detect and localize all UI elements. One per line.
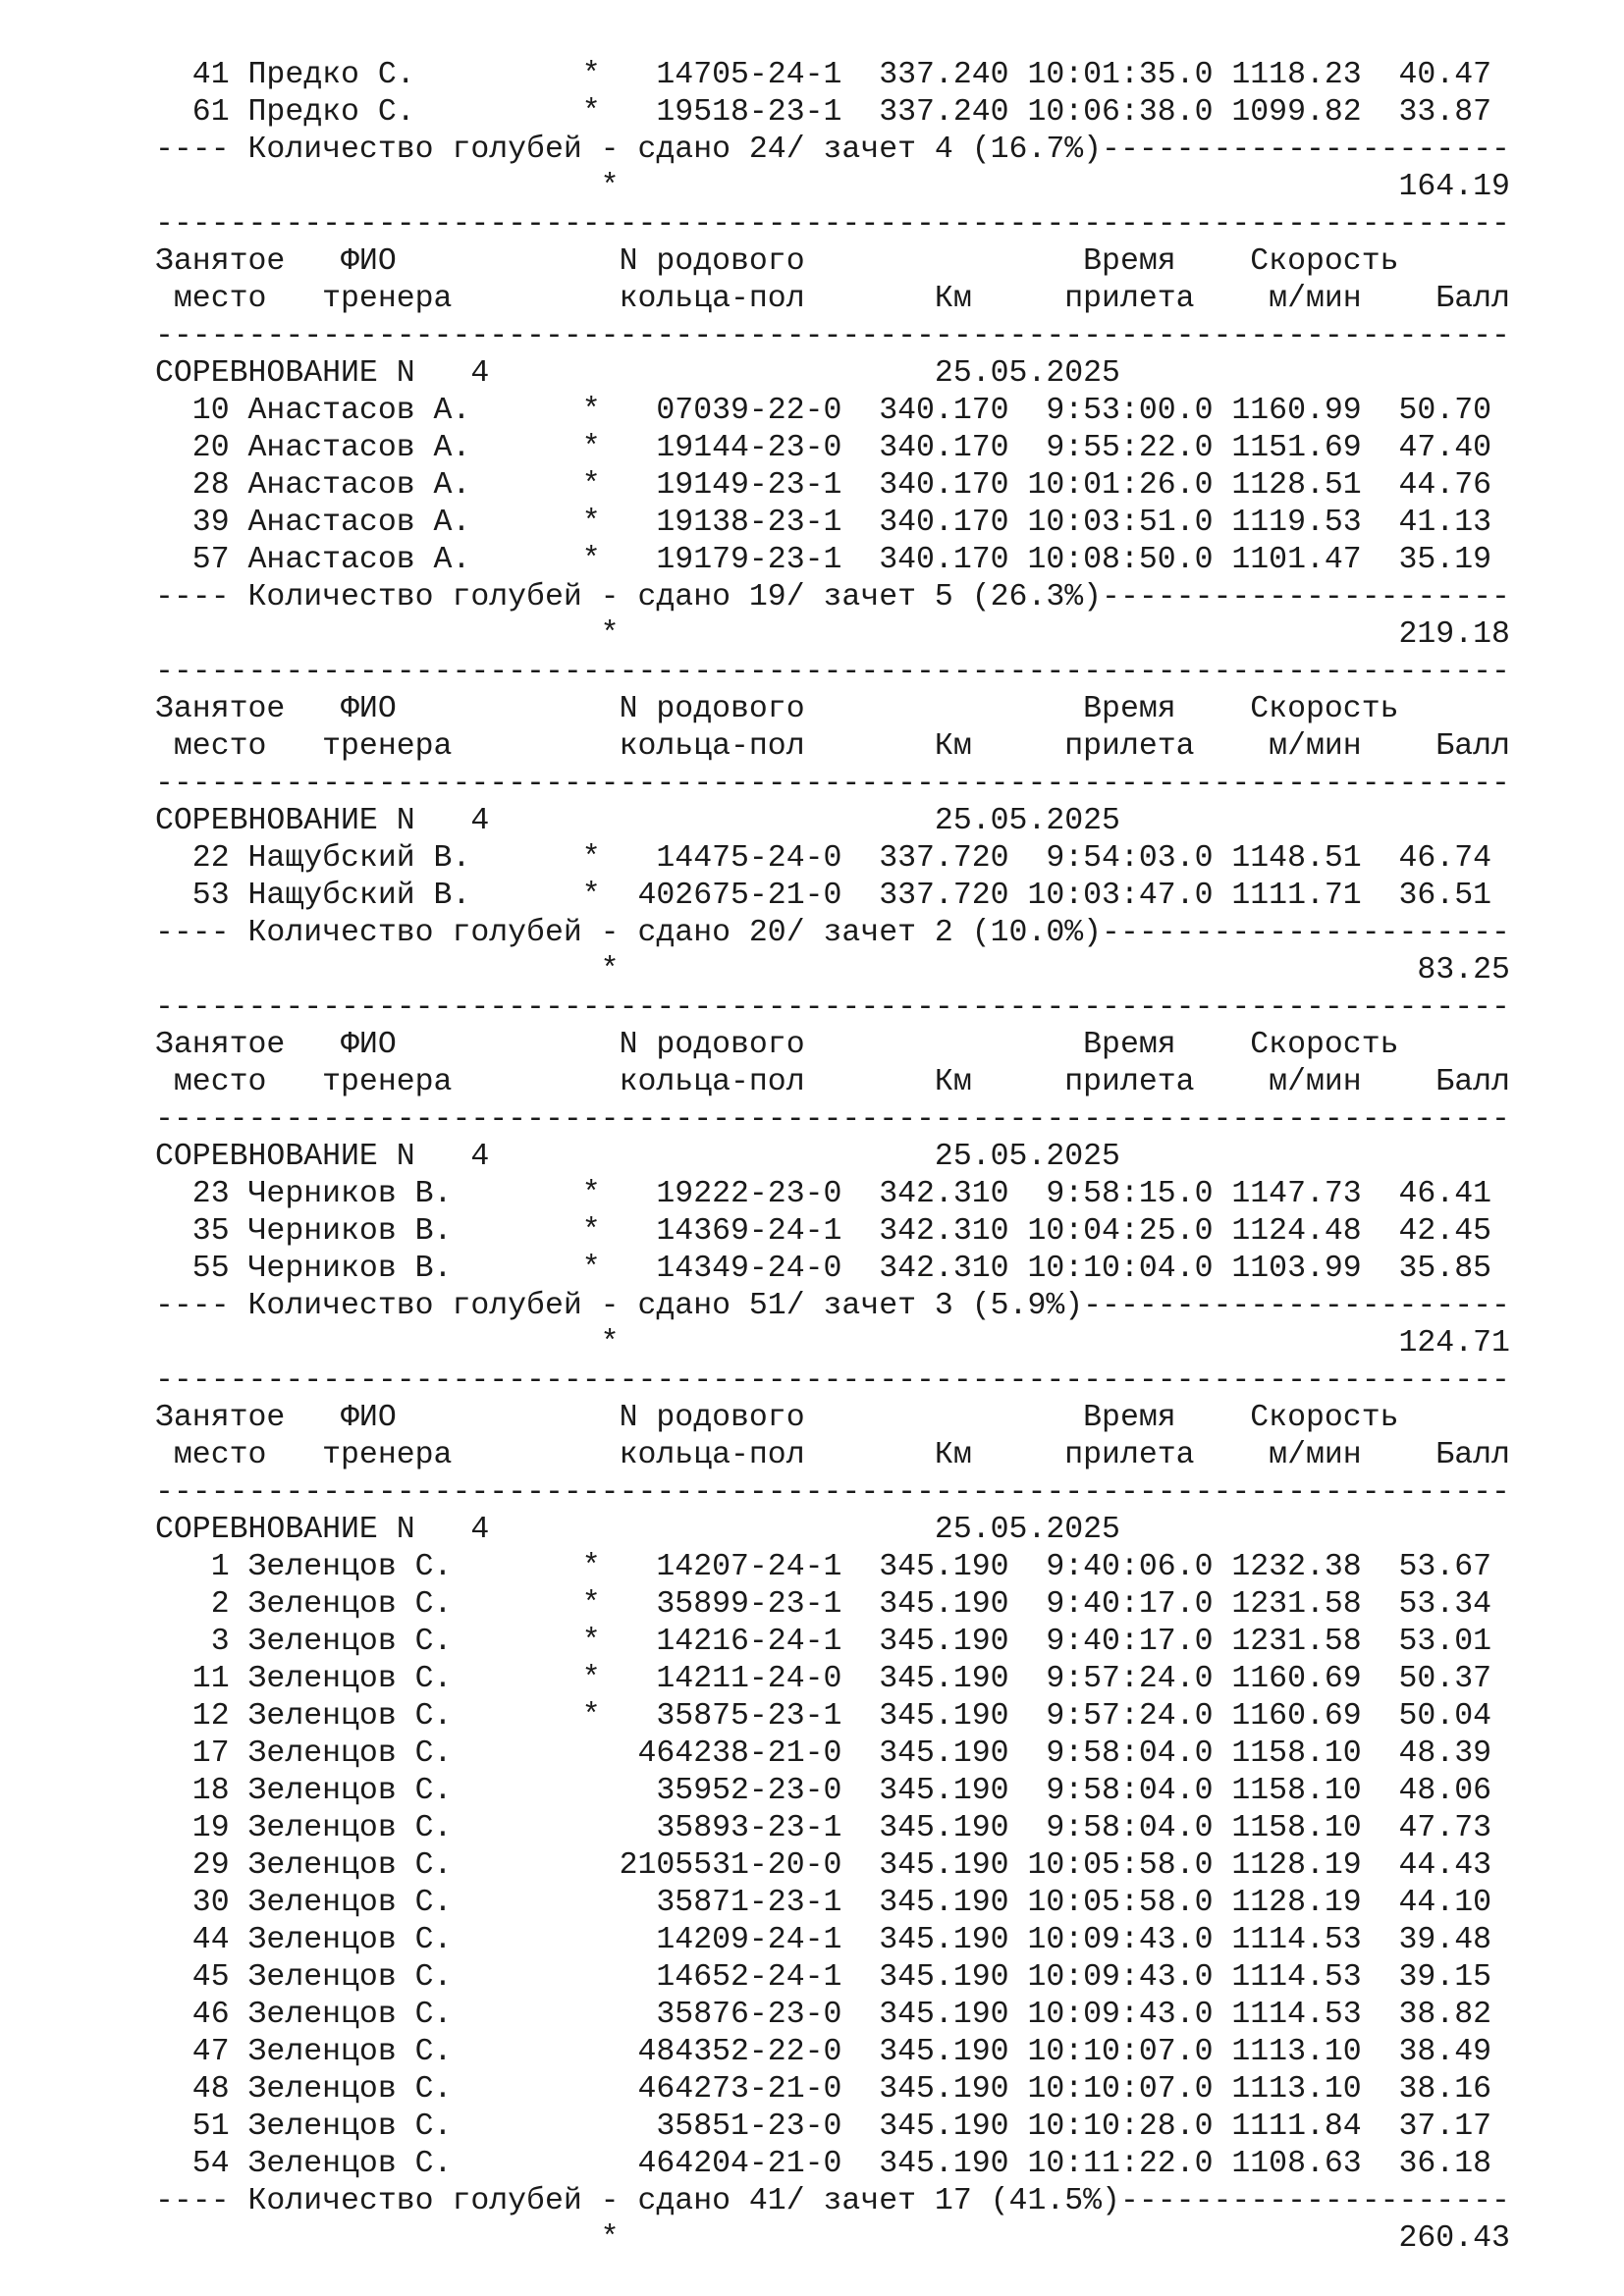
summary-line: ---- Количество голубей - сдано 41/ зачет 17 (41.5%)---------------------: [155, 2184, 1510, 2218]
competition-title: СОРЕВНОВАНИЕ N 4 25.05.2025: [155, 1513, 1120, 1547]
competition-title: СОРЕВНОВАНИЕ N 4 25.05.2025: [155, 356, 1120, 391]
separator-line: -------------------------------------------------------------------------: [155, 990, 1510, 1025]
total-line: * 83.25: [155, 953, 1510, 988]
summary-line: ---- Количество голубей - сдано 19/ зачет 5 (26.3%)----------------------: [155, 580, 1510, 614]
column-header-row: место тренера кольца-пол Км прилета м/мин Балл: [155, 729, 1510, 764]
separator-line: -------------------------------------------------------------------------: [155, 1102, 1510, 1137]
column-header-row: Занятое ФИО N родового Время Скорость: [155, 244, 1399, 279]
column-header-row: место тренера кольца-пол Км прилета м/мин Балл: [155, 1065, 1510, 1099]
result-row: 2 Зеленцов С. * 35899-23-1 345.190 9:40:17.0 1231.58 53.34: [155, 1587, 1492, 1622]
result-row: 19 Зеленцов С. 35893-23-1 345.190 9:58:04.0 1158.10 47.73: [155, 1811, 1492, 1845]
result-row: 29 Зеленцов С. 2105531-20-0 345.190 10:05:58.0 1128.19 44.43: [155, 1848, 1492, 1883]
separator-line: -------------------------------------------------------------------------: [155, 655, 1510, 689]
result-row: 39 Анастасов А. * 19138-23-1 340.170 10:03:51.0 1119.53 41.13: [155, 506, 1492, 540]
column-header-row: Занятое ФИО N родового Время Скорость: [155, 1028, 1399, 1062]
result-row: 54 Зеленцов С. 464204-21-0 345.190 10:11:22.0 1108.63 36.18: [155, 2147, 1492, 2181]
result-row: 30 Зеленцов С. 35871-23-1 345.190 10:05:58.0 1128.19 44.10: [155, 1886, 1492, 1920]
separator-line: -------------------------------------------------------------------------: [155, 1475, 1510, 1510]
result-row: 12 Зеленцов С. * 35875-23-1 345.190 9:57:24.0 1160.69 50.04: [155, 1699, 1492, 1734]
result-row: 22 Нащубский В. * 14475-24-0 337.720 9:54:03.0 1148.51 46.74: [155, 841, 1492, 876]
result-row: 18 Зеленцов С. 35952-23-0 345.190 9:58:04.0 1158.10 48.06: [155, 1774, 1492, 1808]
result-row: 17 Зеленцов С. 464238-21-0 345.190 9:58:04.0 1158.10 48.39: [155, 1736, 1492, 1771]
result-row: 61 Предко С. * 19518-23-1 337.240 10:06:38.0 1099.82 33.87: [155, 95, 1492, 130]
result-row: 53 Нащубский В. * 402675-21-0 337.720 10:03:47.0 1111.71 36.51: [155, 879, 1492, 913]
summary-line: ---- Количество голубей - сдано 51/ зачет 3 (5.9%)-----------------------: [155, 1289, 1510, 1323]
result-row: 3 Зеленцов С. * 14216-24-1 345.190 9:40:17.0 1231.58 53.01: [155, 1625, 1492, 1659]
result-row: 1 Зеленцов С. * 14207-24-1 345.190 9:40:06.0 1232.38 53.67: [155, 1550, 1492, 1584]
result-row: 28 Анастасов А. * 19149-23-1 340.170 10:01:26.0 1128.51 44.76: [155, 468, 1492, 503]
summary-line: ---- Количество голубей - сдано 24/ зачет 4 (16.7%)----------------------: [155, 133, 1510, 167]
result-row: 48 Зеленцов С. 464273-21-0 345.190 10:10:07.0 1113.10 38.16: [155, 2072, 1492, 2107]
results-listing: [155, 57, 1579, 2258]
separator-line: -------------------------------------------------------------------------: [155, 319, 1510, 353]
total-line: * 260.43: [155, 2221, 1510, 2256]
separator-line: -------------------------------------------------------------------------: [155, 207, 1510, 241]
result-row: 35 Черников В. * 14369-24-1 342.310 10:04:25.0 1124.48 42.45: [155, 1214, 1492, 1249]
separator-line: -------------------------------------------------------------------------: [155, 1363, 1510, 1398]
result-row: 55 Черников В. * 14349-24-0 342.310 10:10:04.0 1103.99 35.85: [155, 1252, 1492, 1286]
column-header-row: место тренера кольца-пол Км прилета м/мин Балл: [155, 282, 1510, 316]
result-row: 20 Анастасов А. * 19144-23-0 340.170 9:55:22.0 1151.69 47.40: [155, 431, 1492, 465]
competition-title: СОРЕВНОВАНИЕ N 4 25.05.2025: [155, 804, 1120, 838]
summary-line: ---- Количество голубей - сдано 20/ зачет 2 (10.0%)----------------------: [155, 916, 1510, 950]
separator-line: -------------------------------------------------------------------------: [155, 767, 1510, 801]
column-header-row: место тренера кольца-пол Км прилета м/мин Балл: [155, 1438, 1510, 1472]
result-row: 11 Зеленцов С. * 14211-24-0 345.190 9:57:24.0 1160.69 50.37: [155, 1662, 1492, 1696]
result-row: 23 Черников В. * 19222-23-0 342.310 9:58:15.0 1147.73 46.41: [155, 1177, 1492, 1211]
column-header-row: Занятое ФИО N родового Время Скорость: [155, 1401, 1399, 1435]
result-row: 10 Анастасов А. * 07039-22-0 340.170 9:53:00.0 1160.99 50.70: [155, 394, 1492, 428]
total-line: * 219.18: [155, 617, 1510, 652]
competition-title: СОРЕВНОВАНИЕ N 4 25.05.2025: [155, 1140, 1120, 1174]
result-row: 46 Зеленцов С. 35876-23-0 345.190 10:09:43.0 1114.53 38.82: [155, 1998, 1492, 2032]
column-header-row: Занятое ФИО N родового Время Скорость: [155, 692, 1399, 726]
result-row: 45 Зеленцов С. 14652-24-1 345.190 10:09:43.0 1114.53 39.15: [155, 1960, 1492, 1995]
result-row: 57 Анастасов А. * 19179-23-1 340.170 10:08:50.0 1101.47 35.19: [155, 543, 1492, 577]
result-row: 41 Предко С. * 14705-24-1 337.240 10:01:35.0 1118.23 40.47: [155, 58, 1492, 92]
total-line: * 124.71: [155, 1326, 1510, 1361]
result-row: 47 Зеленцов С. 484352-22-0 345.190 10:10:07.0 1113.10 38.49: [155, 2035, 1492, 2069]
result-row: 51 Зеленцов С. 35851-23-0 345.190 10:10:28.0 1111.84 37.17: [155, 2109, 1492, 2144]
result-row: 44 Зеленцов С. 14209-24-1 345.190 10:09:43.0 1114.53 39.48: [155, 1923, 1492, 1957]
total-line: * 164.19: [155, 170, 1510, 204]
